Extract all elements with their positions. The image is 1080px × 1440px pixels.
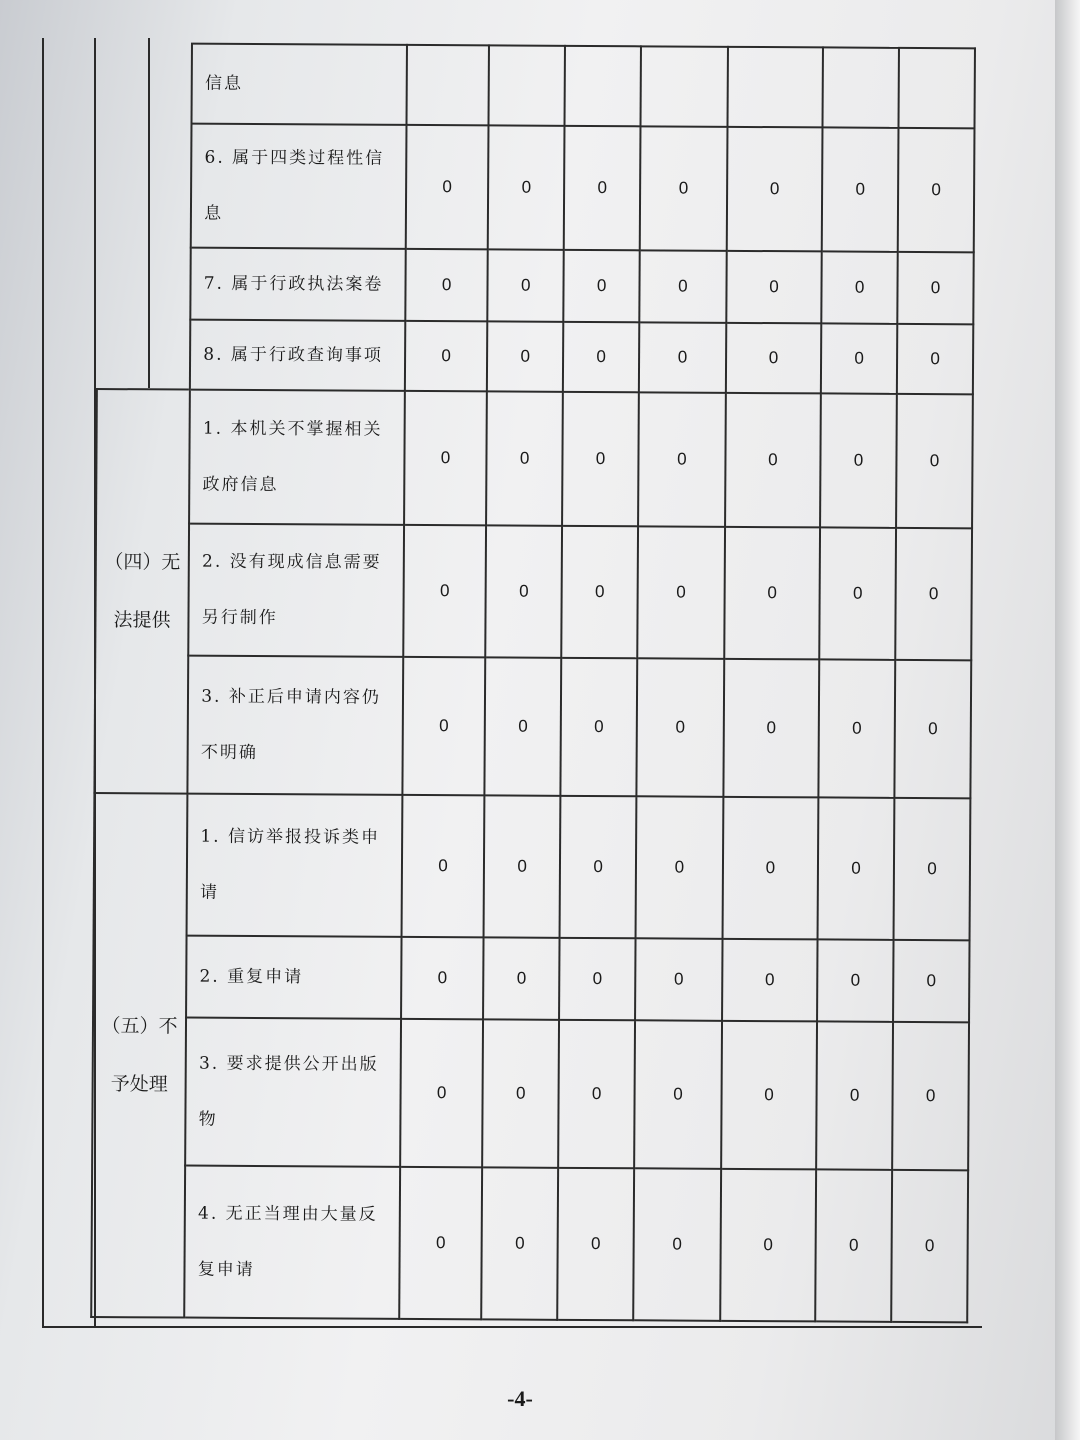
value-cell: 0 xyxy=(400,1019,483,1168)
report-table xyxy=(90,42,976,1323)
value-cell: 0 xyxy=(897,252,973,324)
category-cell-4: （四）无法提供 xyxy=(94,389,190,794)
value-cell: 0 xyxy=(636,796,724,939)
value-cell: 0 xyxy=(485,657,562,795)
value-cell: 0 xyxy=(893,940,969,1022)
value-cell: 0 xyxy=(486,391,563,525)
table-row xyxy=(91,1165,968,1322)
row-label: 6. 属于四类过程性信息 xyxy=(191,124,406,249)
value-cell: 0 xyxy=(405,249,488,322)
value-cell: 0 xyxy=(892,1022,969,1170)
row-label: 7. 属于行政执法案卷 xyxy=(191,248,406,321)
value-cell: 0 xyxy=(723,659,819,798)
value-cell: 0 xyxy=(405,321,488,392)
value-cell: 0 xyxy=(815,1169,892,1321)
value-cell: 0 xyxy=(895,528,972,660)
value-cell xyxy=(641,46,728,127)
value-cell: 0 xyxy=(639,322,726,393)
table-row xyxy=(98,123,975,252)
value-cell xyxy=(406,45,489,126)
value-cell: 0 xyxy=(562,392,639,526)
value-cell: 0 xyxy=(481,1167,558,1319)
value-cell: 0 xyxy=(821,323,897,393)
row-label: 2. 没有现成信息需要另行制作 xyxy=(188,524,403,657)
value-cell: 0 xyxy=(898,128,975,252)
value-cell: 0 xyxy=(724,527,820,660)
value-cell: 0 xyxy=(564,126,641,250)
value-cell xyxy=(489,45,565,125)
row-label: 3. 补正后申请内容仍不明确 xyxy=(188,656,403,795)
value-cell: 0 xyxy=(635,938,722,1021)
value-cell: 0 xyxy=(633,1168,721,1321)
value-cell: 0 xyxy=(406,125,489,250)
value-cell xyxy=(899,48,975,128)
value-cell: 0 xyxy=(563,250,639,322)
value-cell: 0 xyxy=(822,127,899,251)
table-row xyxy=(96,389,973,528)
value-cell: 0 xyxy=(720,1169,816,1322)
value-cell: 0 xyxy=(894,798,971,940)
row-label: 1. 本机关不掌握相关政府信息 xyxy=(189,390,404,525)
category-cell-5: （五）不予处理 xyxy=(91,793,187,1318)
value-cell xyxy=(727,47,823,128)
value-cell: 0 xyxy=(727,127,823,252)
value-cell: 0 xyxy=(722,797,818,940)
value-cell: 0 xyxy=(404,391,487,526)
row-label: 4. 无正当理由大量反复申请 xyxy=(184,1166,400,1319)
value-cell: 0 xyxy=(639,250,726,323)
row-label: 3. 要求提供公开出版物 xyxy=(185,1018,401,1167)
table-row xyxy=(99,43,975,128)
table-row xyxy=(94,655,971,798)
value-cell: 0 xyxy=(558,1020,635,1168)
value-cell: 0 xyxy=(401,937,484,1020)
table-bottom-line xyxy=(42,1326,982,1328)
value-cell: 0 xyxy=(637,526,725,659)
value-cell: 0 xyxy=(559,938,635,1020)
continued-category-cell xyxy=(97,43,192,390)
value-cell: 0 xyxy=(561,658,638,796)
value-cell xyxy=(565,46,641,126)
table-row xyxy=(93,935,969,1022)
value-cell: 0 xyxy=(819,659,896,797)
document-page xyxy=(42,0,982,1330)
table-row xyxy=(97,247,973,324)
value-cell: 0 xyxy=(401,795,484,938)
value-cell: 0 xyxy=(818,797,895,939)
value-cell: 0 xyxy=(402,657,485,796)
value-cell: 0 xyxy=(817,939,893,1021)
value-cell xyxy=(823,47,899,127)
table-row xyxy=(97,319,973,394)
value-cell: 0 xyxy=(820,393,897,527)
value-cell: 0 xyxy=(482,1019,559,1167)
value-cell: 0 xyxy=(726,251,822,324)
page-number: -4- xyxy=(507,1386,533,1411)
value-cell: 0 xyxy=(726,323,822,394)
value-cell: 0 xyxy=(821,251,897,323)
page-edge-shadow xyxy=(1055,0,1080,1440)
value-cell: 0 xyxy=(563,322,639,392)
row-label: 2. 重复申请 xyxy=(186,936,401,1019)
value-cell: 0 xyxy=(897,324,973,394)
row-label: 信息 xyxy=(192,44,407,125)
value-cell: 0 xyxy=(634,1020,722,1169)
table-row xyxy=(92,1017,969,1170)
table-row xyxy=(95,523,972,660)
row-label: 8. 属于行政查询事项 xyxy=(190,320,405,391)
value-cell: 0 xyxy=(725,393,821,528)
value-cell: 0 xyxy=(816,1021,893,1169)
value-cell: 0 xyxy=(640,126,727,251)
value-cell: 0 xyxy=(560,796,637,938)
outer-margin-line xyxy=(42,38,44,1328)
value-cell: 0 xyxy=(819,527,896,659)
value-cell: 0 xyxy=(484,795,561,937)
value-cell: 0 xyxy=(488,249,564,321)
value-cell: 0 xyxy=(722,939,818,1022)
value-cell: 0 xyxy=(896,394,973,528)
value-cell: 0 xyxy=(403,525,486,658)
value-cell: 0 xyxy=(891,1170,968,1322)
table-row xyxy=(94,793,971,940)
value-cell: 0 xyxy=(638,392,726,527)
value-cell: 0 xyxy=(399,1167,482,1320)
value-cell: 0 xyxy=(488,125,565,249)
value-cell: 0 xyxy=(486,525,563,657)
value-cell: 0 xyxy=(894,660,971,798)
row-label: 1. 信访举报投诉类申请 xyxy=(187,794,403,937)
value-cell: 0 xyxy=(561,526,638,658)
value-cell: 0 xyxy=(721,1021,817,1170)
value-cell: 0 xyxy=(636,658,724,797)
value-cell: 0 xyxy=(483,937,559,1019)
value-cell: 0 xyxy=(557,1168,634,1320)
value-cell: 0 xyxy=(487,321,563,391)
